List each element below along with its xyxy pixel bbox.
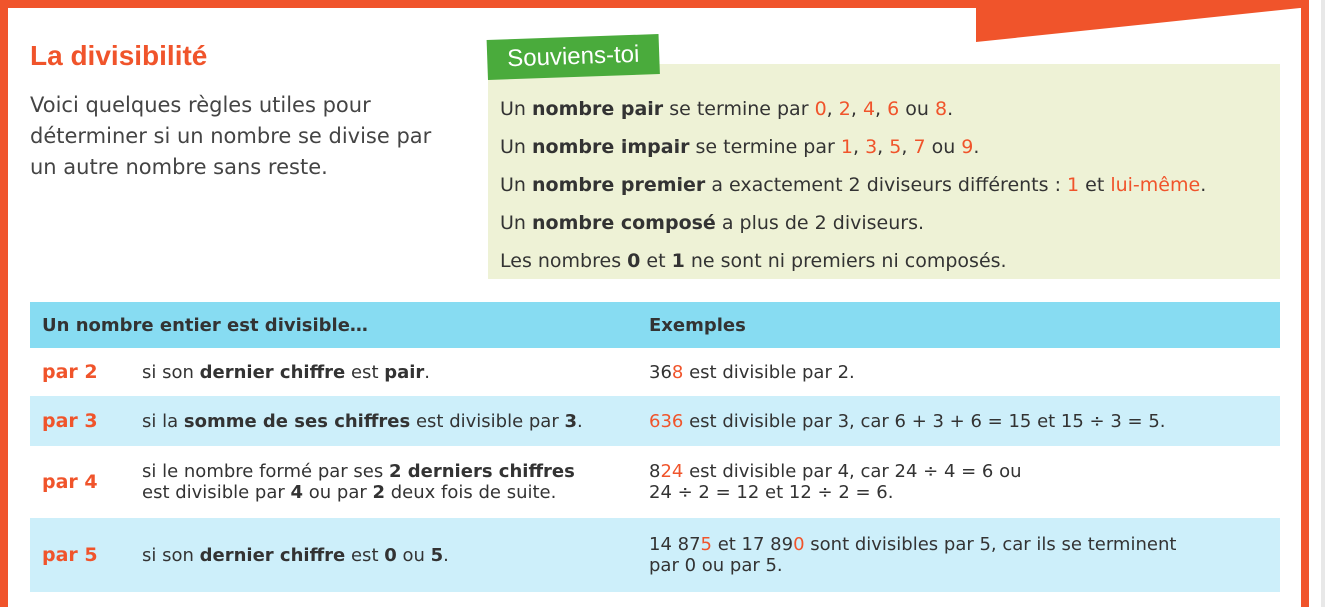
divisor-label: par 3 (30, 396, 142, 446)
example-text: 824 est divisible par 4, car 24 ÷ 4 = 6 ou 24 ÷ 2 = 12 et 12 ÷ 2 = 6. (637, 446, 1280, 518)
rule-text: si son dernier chiffre est pair. (142, 348, 637, 396)
example-text: 368 est divisible par 2. (637, 348, 1280, 396)
reminder-tag: Souviens-toi (487, 34, 660, 80)
table-row (30, 348, 1280, 396)
header-examples: Exemples (637, 302, 1280, 348)
table-header-row (30, 302, 1280, 348)
page-frame-right (1301, 0, 1309, 607)
rule-text: si la somme de ses chiffres est divisible par 3. (142, 396, 637, 446)
page-edge (1309, 0, 1325, 607)
savoirs-badge (976, 0, 1306, 42)
rule-text: si le nombre formé par ses 2 derniers chiffres est divisible par 4 ou par 2 deux fois de suite. (142, 446, 637, 518)
reminder-line: Un nombre pair se termine par 0, 2, 4, 6 ou 8. (500, 98, 954, 120)
example-text: 14 875 et 17 890 sont divisibles par 5, car ils se terminent par 0 ou par 5. (637, 518, 1280, 592)
example-text: 636 est divisible par 3, car 6 + 3 + 6 = 15 et 15 ÷ 3 = 5. (637, 396, 1280, 446)
table-row (30, 396, 1280, 446)
header-rule: Un nombre entier est divisible… (30, 302, 637, 348)
divisibility-table (30, 302, 1280, 592)
divisor-label: par 5 (30, 518, 142, 592)
table-row (30, 518, 1280, 592)
rule-text: si son dernier chiffre est 0 ou 5. (142, 518, 637, 592)
reminder-line: Un nombre composé a plus de 2 diviseurs. (500, 212, 925, 234)
reminder-line: Un nombre impair se termine par 1, 3, 5, 7 ou 9. (500, 136, 980, 158)
reminder-lines (500, 90, 1280, 280)
reminder-line: Un nombre premier a exactement 2 diviseurs différents : 1 et lui-même. (500, 174, 1207, 196)
intro-text: Voici quelques règles utiles pour déterminer si un nombre se divise par un autre nombre sans reste. (30, 93, 432, 179)
table-row (30, 446, 1280, 518)
divisor-label: par 2 (30, 348, 142, 396)
divisor-label: par 4 (30, 446, 142, 518)
page-title: La divisibilité (30, 40, 208, 71)
page-frame-left (0, 0, 8, 607)
reminder-line: Les nombres 0 et 1 ne sont ni premiers ni composés. (500, 250, 1007, 272)
